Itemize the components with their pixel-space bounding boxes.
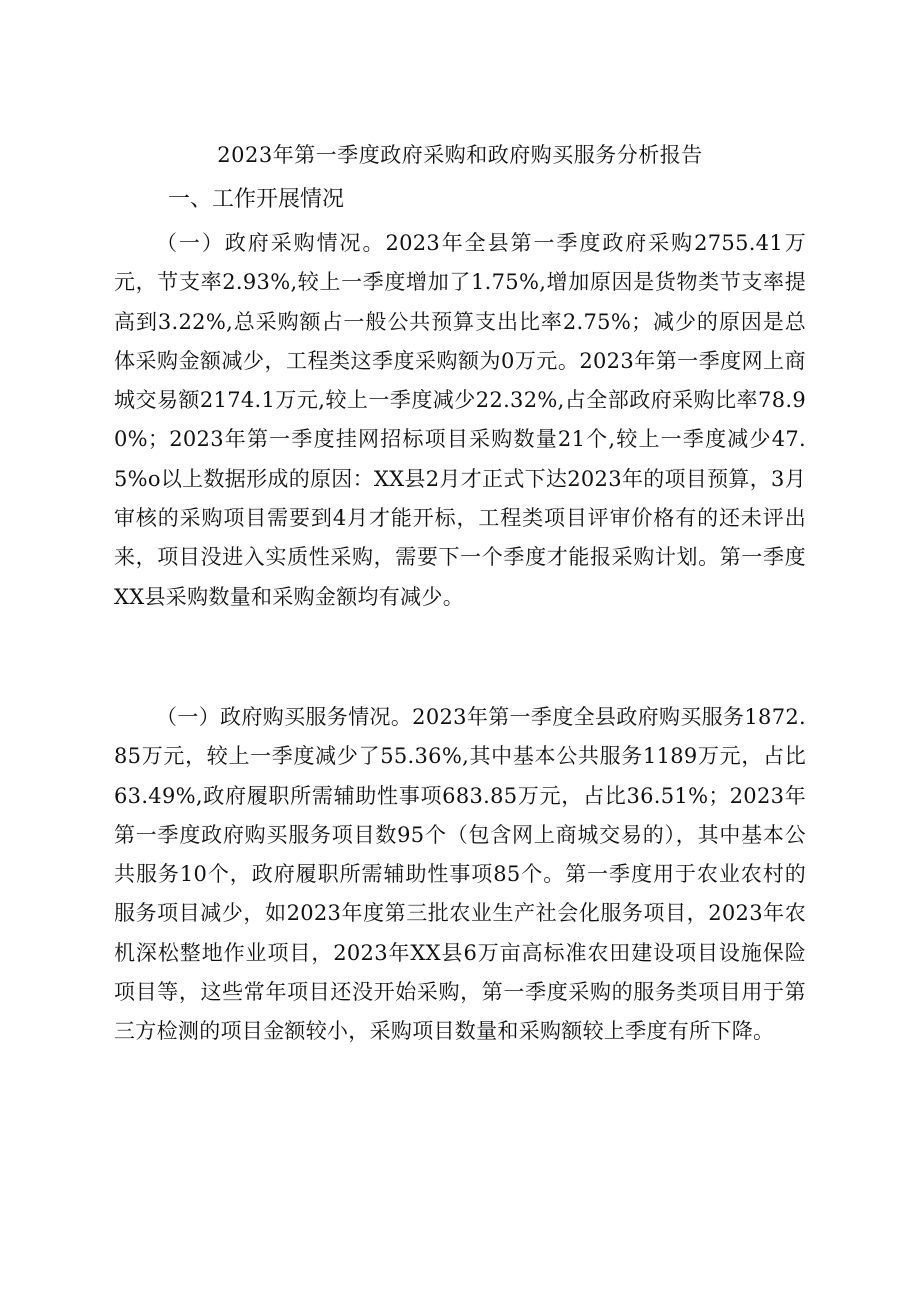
paragraph-government-procurement: （一）政府采购情况。2023年全县第一季度政府采购2755.41万元，节支率2.93%,较上一季度增加了1.75%,增加原因是货物类节支率提高到3.22%,总采购额占一般公共预算支出比率2.75%；减少的原因是总体采购金额减少，工程类这季度采购额为0万元。2023年第一季度网上商城交易额2174.1万元,较上一季度减少22.32%,占全部政府采购比率78.90%；2023年第一季度挂网招标项目采购数量21个,较上一季度减少47.5%o以上数据形成的原因：XX县2月才正式下达2023年的项目预算，3月审核的采购项目需要到4月才能开标，工程类项目评审价格有的还未评出来，项目没进入实质性采购，需要下一个季度才能报采购计划。第一季度XX县采购数量和采购金额均有减少。 [114,231,806,609]
section-heading: 一、工作开展情况 [168,187,345,212]
paragraph-purchased-services: （一）政府购买服务情况。2023年第一季度全县政府购买服务1872.85万元，较上一季度减少了55.36%,其中基本公共服务1189万元，占比63.49%,政府履职所需辅助性事项683.85万元，占比36.51%；2023年第一季度政府购买服务项目数95个（包含网上商城交易的），其中基本公共服务10个，政府履职所需辅助性事项85个。第一季度用于农业农村的服务项目减少，如2023年度第三批农业生产社会化服务项目，2023年农机深松整地作业项目，2023年XX县6万亩高标准农田建设项目设施保险项目等，这些常年项目还没开始采购，第一季度采购的服务类项目用于第三方检测的项目金额较小，采购项目数量和采购额较上季度有所下降。 [114,705,806,1044]
document-title: 2023年第一季度政府采购和政府购买服务分析报告 [217,143,703,167]
